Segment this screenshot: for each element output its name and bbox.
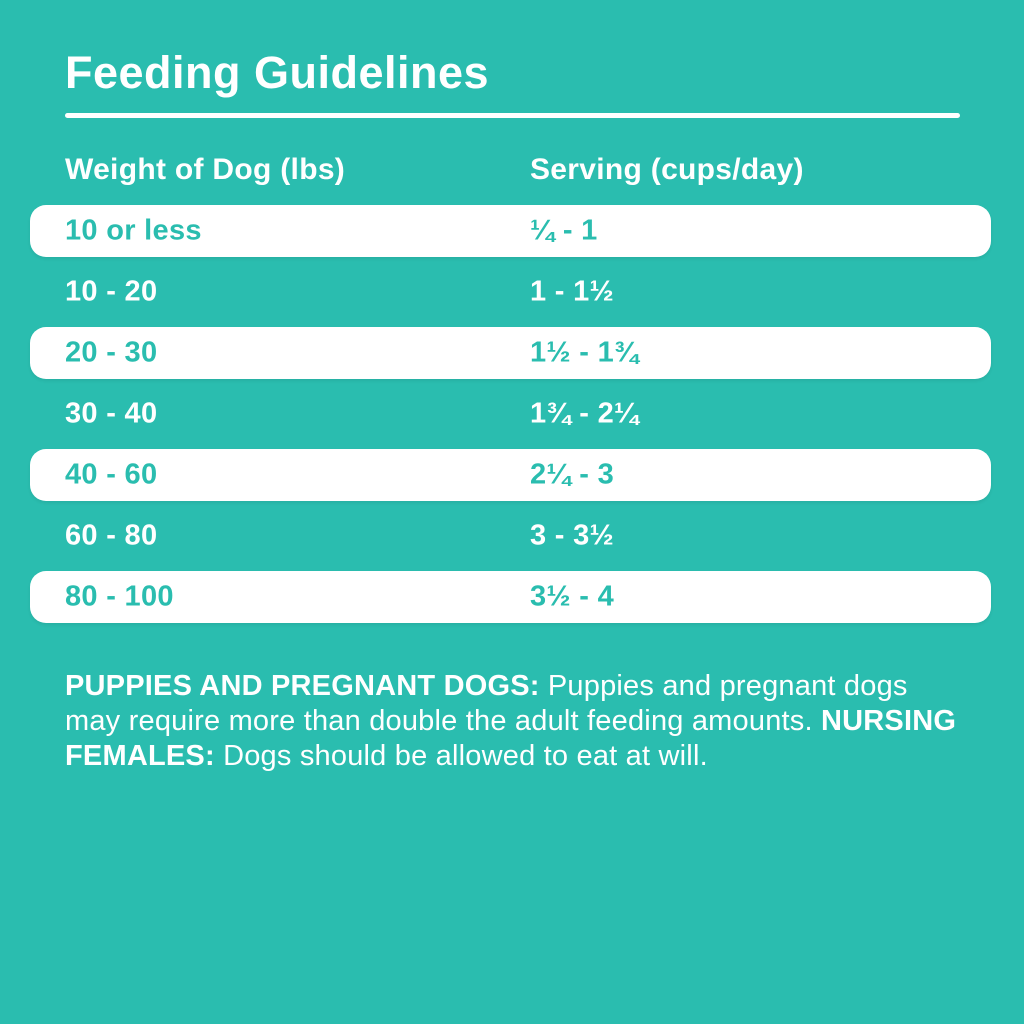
column-header-weight: Weight of Dog (lbs) <box>65 153 346 186</box>
table-row <box>30 205 991 257</box>
serving-value: 3½ - 4 <box>530 580 615 613</box>
serving-value: 2¼ - 3 <box>530 458 615 491</box>
column-header-serving: Serving (cups/day) <box>530 153 804 186</box>
weight-value: 10 - 20 <box>65 275 158 308</box>
weight-value: 10 or less <box>65 214 202 247</box>
table-row <box>30 327 991 379</box>
footer-text-puppies: Puppies and pregnant dogs may require more than double the adult feeding amounts. <box>65 670 908 737</box>
table-row <box>30 449 991 501</box>
table-row <box>30 388 991 440</box>
footer-bold-puppies: PUPPIES AND PREGNANT DOGS: <box>65 670 540 702</box>
page-title: Feeding Guidelines <box>65 47 490 98</box>
serving-value: ¼ - 1 <box>530 214 598 247</box>
weight-value: 80 - 100 <box>65 580 174 613</box>
table-header-row <box>30 154 991 186</box>
serving-value: 1¾ - 2¼ <box>530 397 639 430</box>
footer-bold-nursing: NURSING FEMALES: <box>65 705 957 772</box>
footer-text-nursing: Dogs should be allowed to eat at will. <box>214 740 708 772</box>
table-row <box>30 266 991 318</box>
serving-value: 3 - 3½ <box>530 519 615 552</box>
table-row <box>30 571 991 623</box>
weight-value: 20 - 30 <box>65 336 158 369</box>
footer-note <box>65 669 959 774</box>
weight-value: 30 - 40 <box>65 397 158 430</box>
weight-value: 60 - 80 <box>65 519 158 552</box>
serving-value: 1½ - 1¾ <box>530 336 639 369</box>
weight-value: 40 - 60 <box>65 458 158 491</box>
title-underline <box>65 113 960 118</box>
table-row <box>30 510 991 562</box>
serving-value: 1 - 1½ <box>530 275 615 308</box>
